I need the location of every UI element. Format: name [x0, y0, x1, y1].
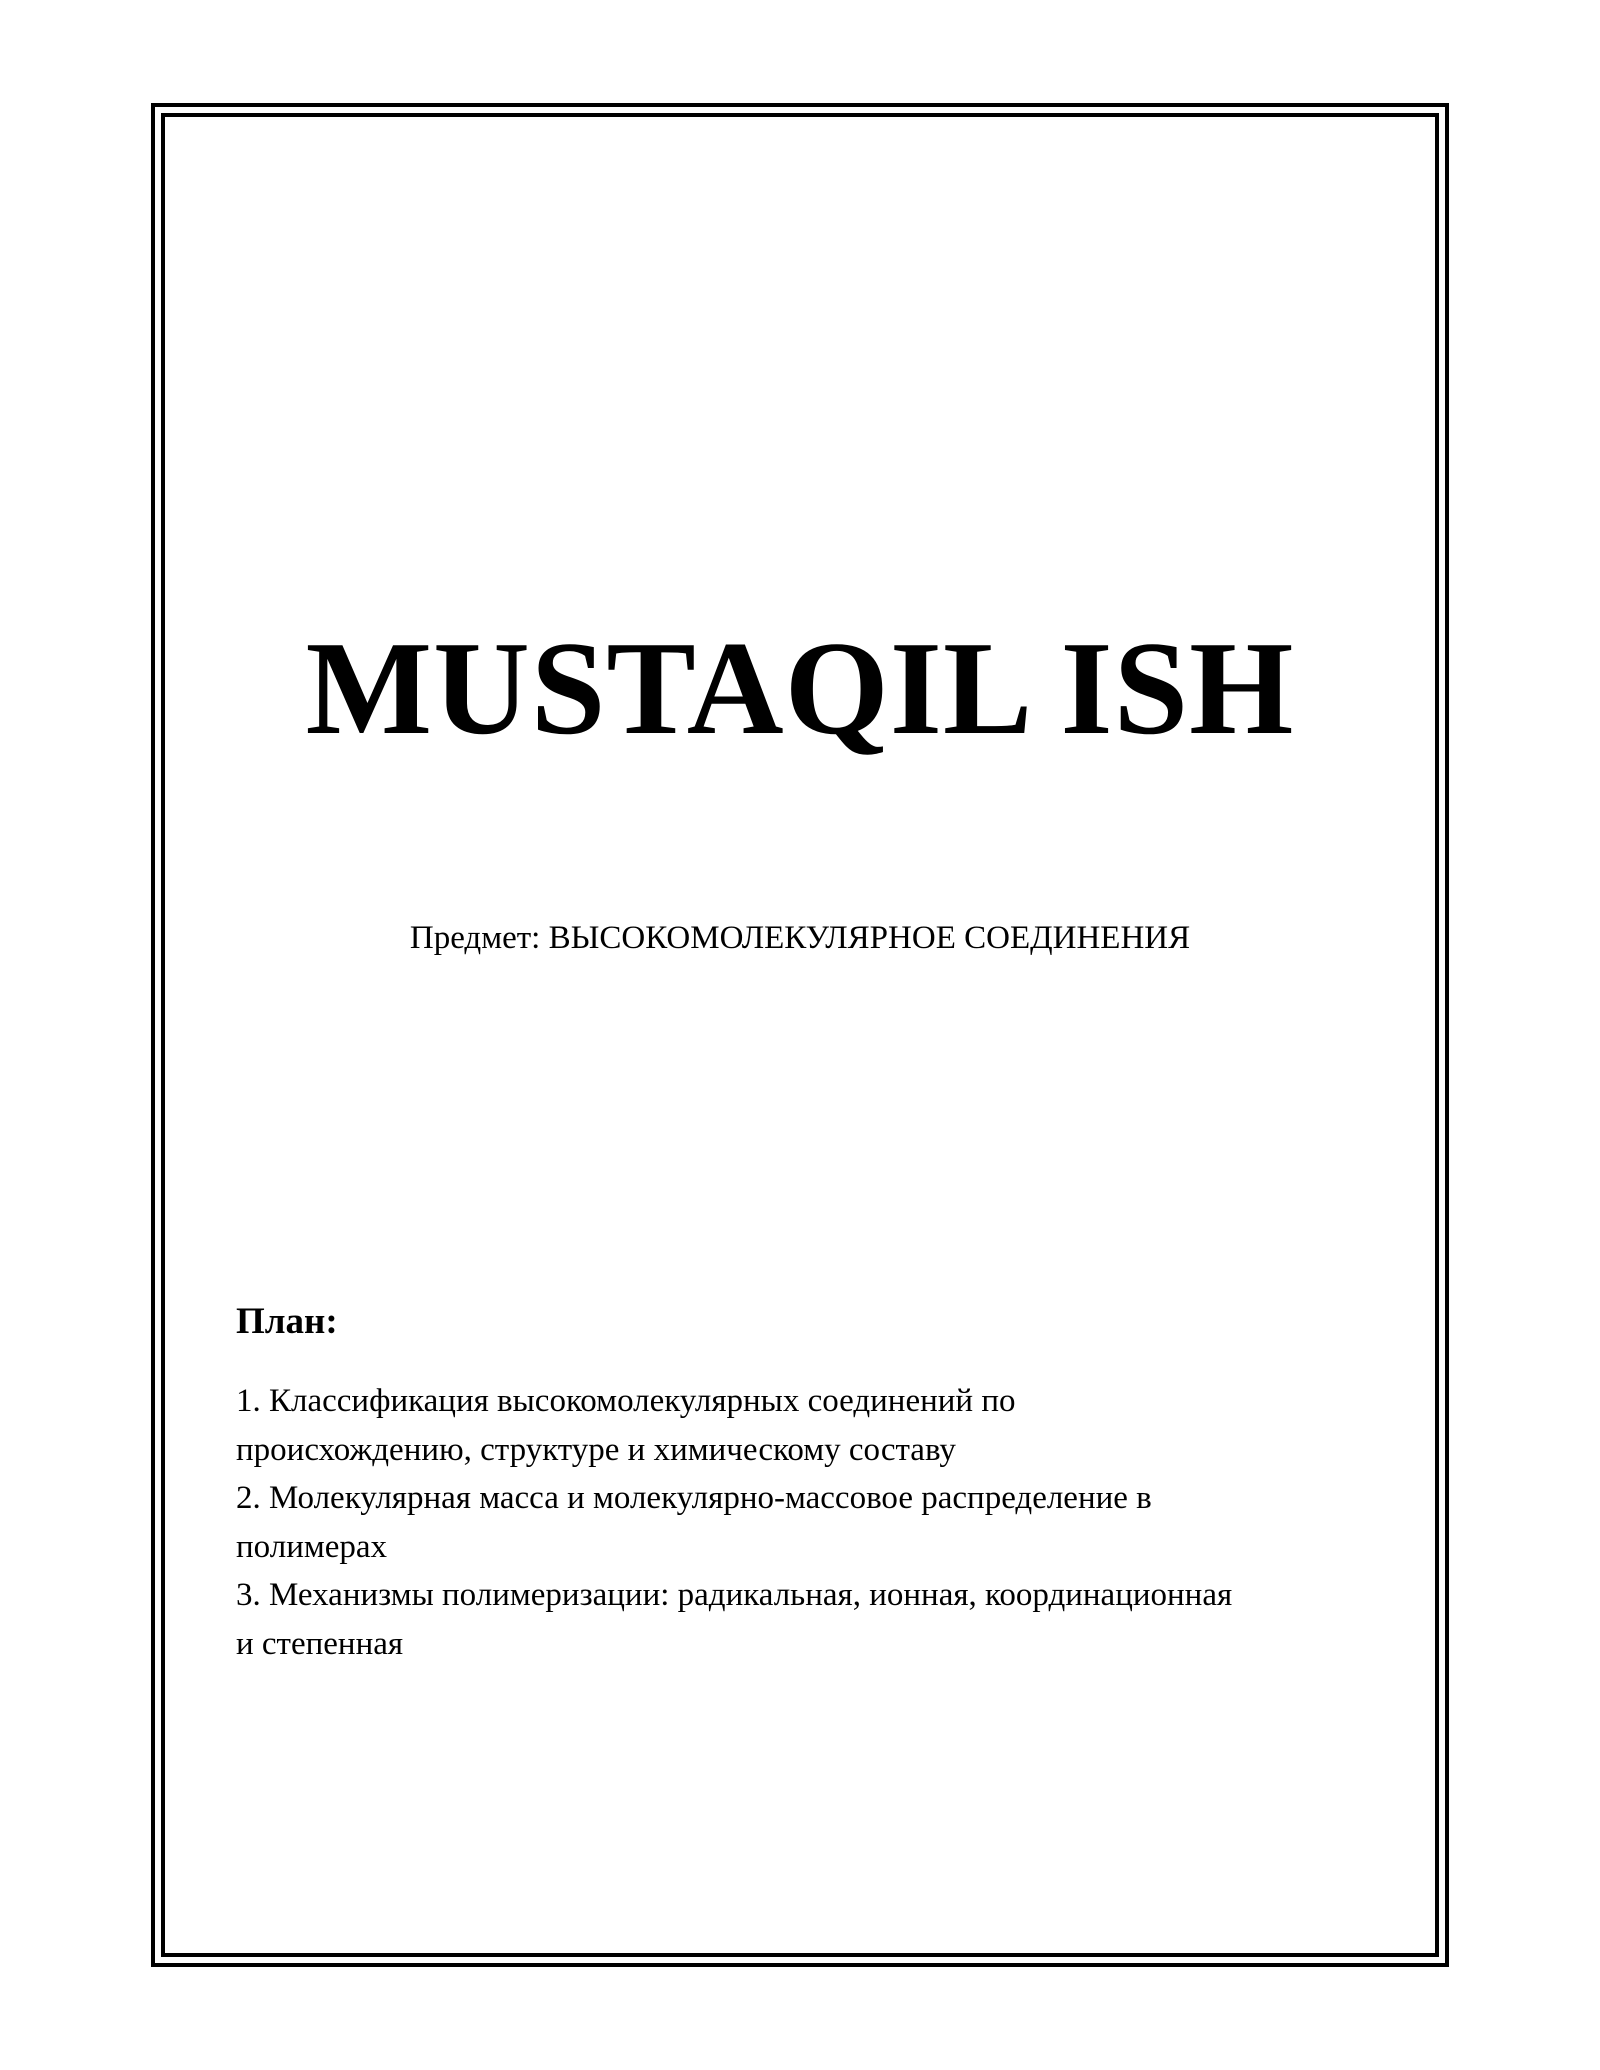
plan-line: 3. Механизмы полимеризации: радикальная, ионная, координационная	[236, 1577, 1233, 1613]
subject-line: Предмет: ВЫСОКОМОЛЕКУЛЯРНОЕ СОЕДИНЕНИЯ	[409, 920, 1191, 956]
plan-line: полимерах	[236, 1528, 388, 1565]
plan-line: происхождению, структуре и химическому составу	[236, 1431, 956, 1468]
document-title: MUSTAQIL ISH	[305, 614, 1295, 762]
plan-line: и степенная	[236, 1625, 404, 1662]
page-border-inner	[161, 113, 1439, 1957]
plan-list	[236, 1377, 1376, 1668]
plan-heading: План:	[236, 1301, 338, 1342]
plan-line: 2. Молекулярная масса и молекулярно-массовое распределение в	[236, 1480, 1152, 1516]
plan-line: 1. Классификация высокомолекулярных соединений по	[236, 1383, 1016, 1419]
